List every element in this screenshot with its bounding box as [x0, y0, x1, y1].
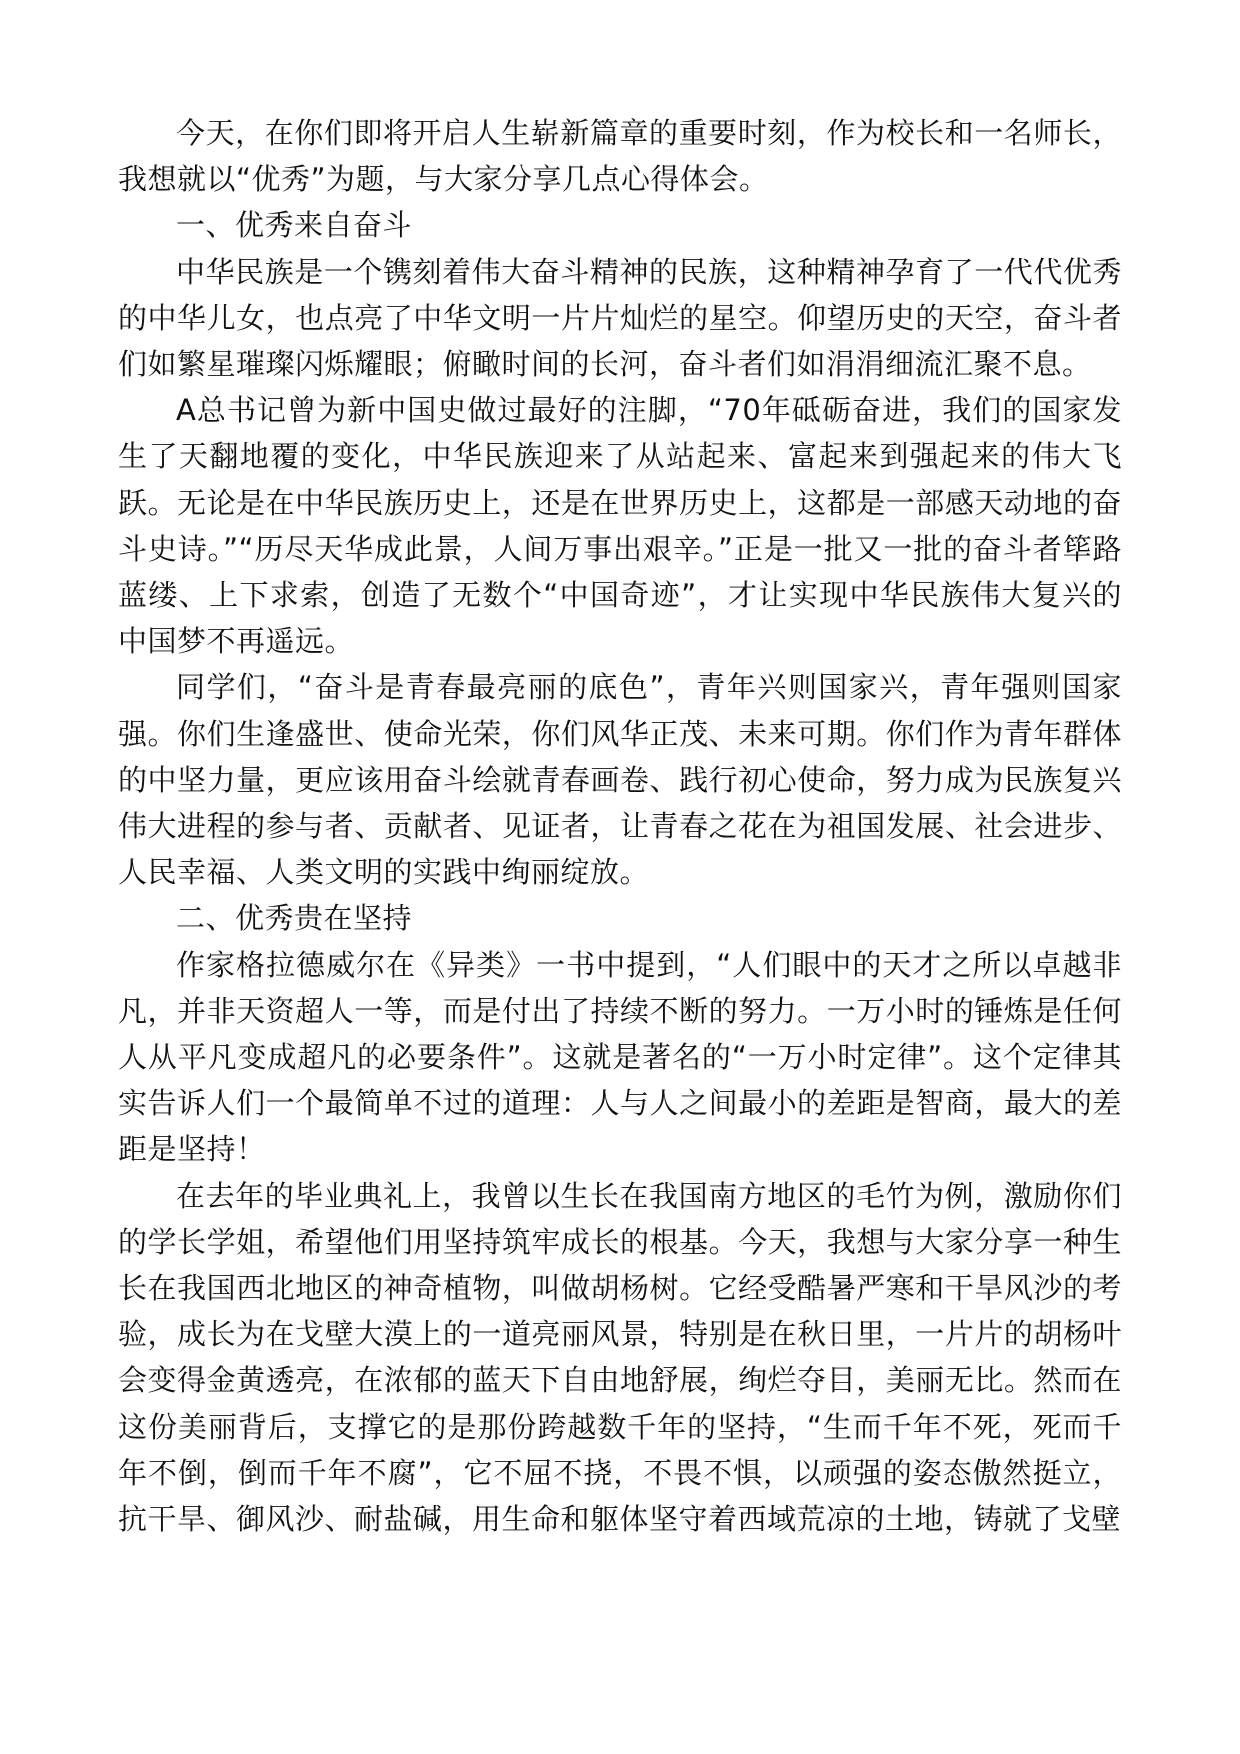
section-heading-2: 二、优秀贵在坚持 — [176, 901, 413, 936]
paragraph-intro: 今天，在你们即将开启人生崭新篇章的重要时刻，作为校长和一名师长，我想就以“优秀”为题，与大家分享几点心得体会。 — [118, 116, 1122, 197]
paragraph-body: 在去年的毕业典礼上，我曾以生长在我国南方地区的毛竹为例，激励你们的学长学姐，希望他们用坚持筑牢成长的根基。今天，我想与大家分享一种生长在我国西北地区的神奇植物，叫做胡杨树。它经受酷暑严寒和干旱风沙的考验，成长为在戈壁大漠上的一道亮丽风景，特别是在秋日里，一片片的胡杨叶会变得金黄透亮，在浓郁的蓝天下自由地舒展，绚烂夺目，美丽无比。然而在这份美丽背后，支撑它的是那份跨越数千年的坚持，“生而千年不死，死而千年不倒，倒而千年不腐”，它不屈不挠，不畏不惧，以顽强的姿态傲然挺立，抗干旱、御风沙、耐盐碱，用生命和躯体坚守着西域荒凉的土地，铸就了戈壁 — [118, 1178, 1122, 1537]
paragraph-body: 作家格拉德威尔在《异类》一书中提到，“人们眼中的天才之所以卓越非凡，并非天资超人一等，而是付出了持续不断的努力。一万小时的锤炼是任何人从平凡变成超凡的必要条件”。这就是著名的“一万小时定律”。这个定律其实告诉人们一个最简单不过的道理：人与人之间最小的差距是智商，最大的差距是坚持！ — [118, 947, 1122, 1167]
paragraph-body: A总书记曾为新中国史做过最好的注脚，“70年砥砺奋进，我们的国家发生了天翻地覆的变化，中华民族迎来了从站起来、富起来到强起来的伟大飞跃。无论是在中华民族历史上，还是在世界历史上，这都是一部感天动地的奋斗史诗。”“历尽天华成此景，人间万事出艰辛。”正是一批又一批的奋斗者筚路蓝缕、上下求索，创造了无数个“中国奇迹”，才让实现中华民族伟大复兴的中国梦不再遥远。 — [118, 393, 1122, 659]
section-heading-1: 一、优秀来自奋斗 — [176, 208, 413, 243]
paragraph-body: 同学们，“奋斗是青春最亮丽的底色”，青年兴则国家兴，青年强则国家强。你们生逢盛世、使命光荣，你们风华正茂、未来可期。你们作为青年群体的中坚力量，更应该用奋斗绘就青春画卷、践行初心使命，努力成为民族复兴伟大进程的参与者、贡献者、见证者，让青春之花在为祖国发展、社会进步、人民幸福、人类文明的实践中绚丽绽放。 — [118, 670, 1122, 890]
paragraph-body: 中华民族是一个镌刻着伟大奋斗精神的民族，这种精神孕育了一代代优秀的中华儿女，也点亮了中华文明一片片灿烂的星空。仰望历史的天空，奋斗者们如繁星璀璨闪烁耀眼；俯瞰时间的长河，奋斗者们如涓涓细流汇聚不息。 — [118, 254, 1122, 382]
document-page — [118, 110, 1122, 1542]
